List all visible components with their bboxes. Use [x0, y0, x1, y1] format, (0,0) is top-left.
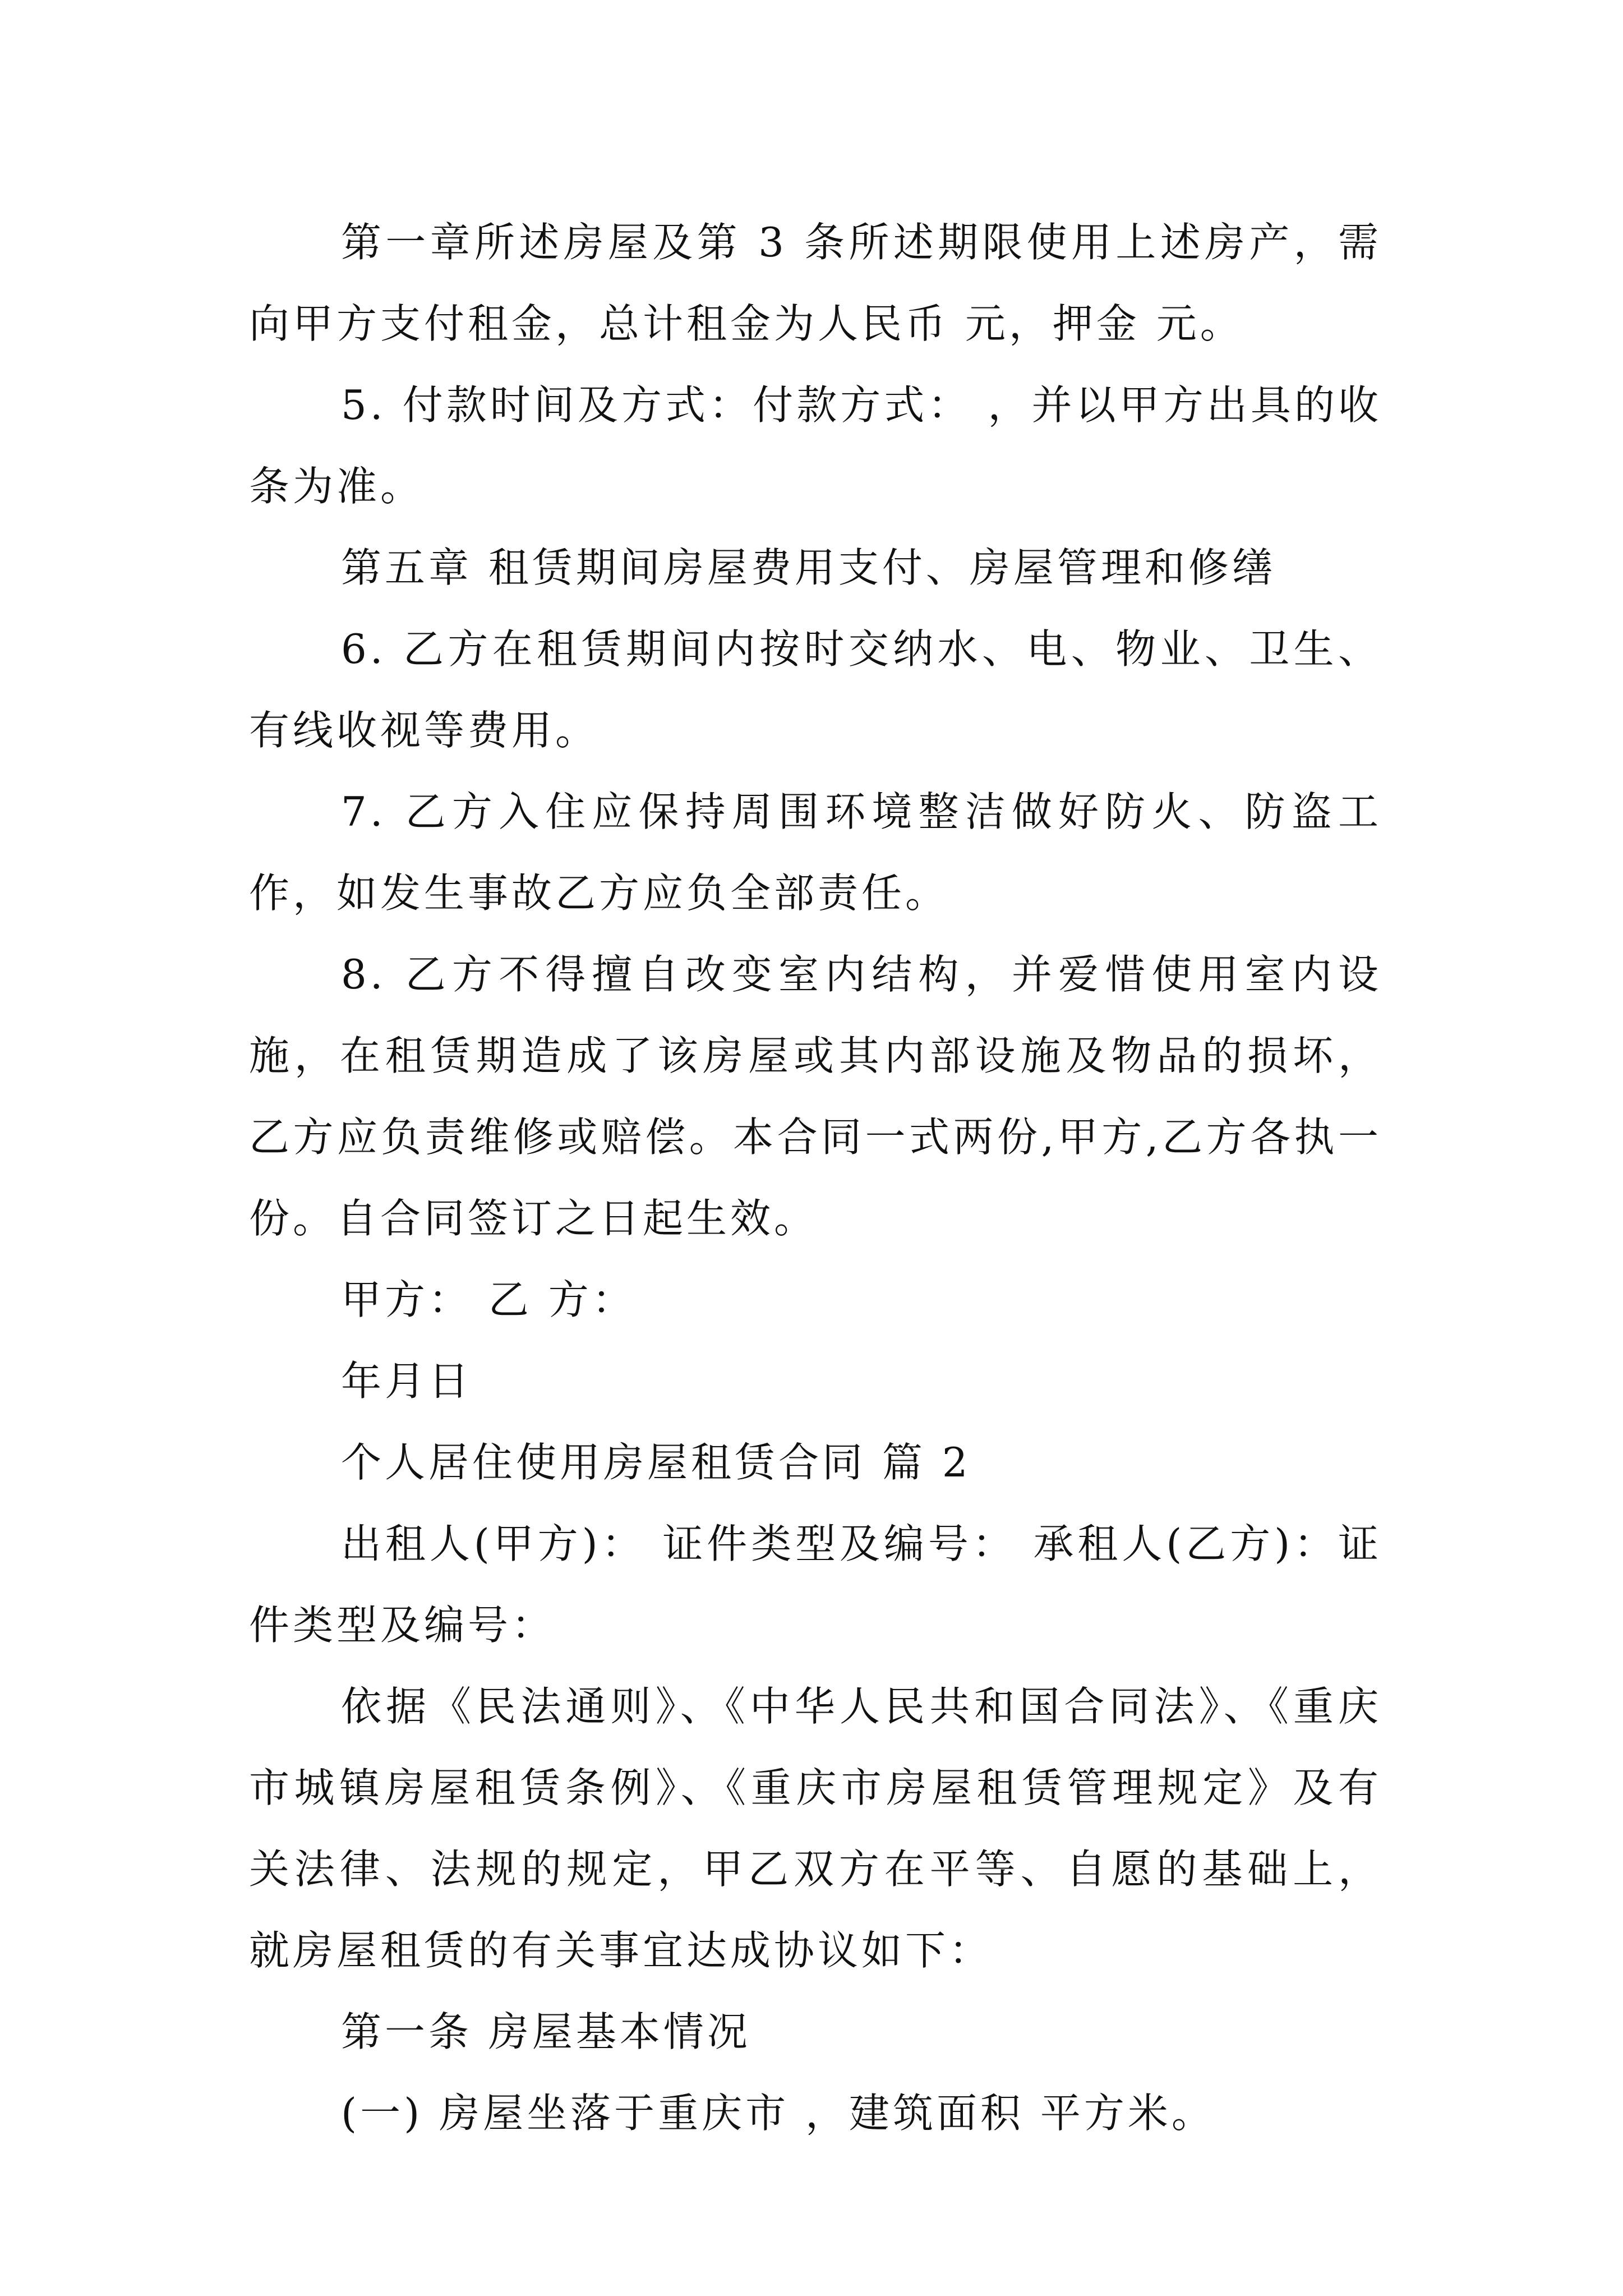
- paragraph-parties: 出租人(甲方)： 证件类型及编号： 承租人(乙方)：证件类型及编号：: [249, 1520, 1382, 1649]
- article-heading-one: 第一条 房屋基本情况: [341, 2008, 751, 2055]
- paragraph-utilities: 6. 乙方在租赁期间内按时交纳水、电、物业、卫生、有线收视等费用。: [249, 625, 1382, 754]
- document-body: [249, 202, 1382, 2154]
- paragraph-payment-method: 5. 付款时间及方式：付款方式： ，并以甲方出具的收条为准。: [249, 381, 1382, 510]
- signature-line: 甲方： 乙 方：: [341, 1276, 636, 1323]
- paragraph-house-location: (一) 房屋坐落于重庆市 ，建筑面积 平方米。: [341, 2090, 1215, 2137]
- section-title-contract-2: 个人居住使用房屋租赁合同 篇 2: [341, 1439, 971, 1486]
- paragraph-structure-repair: 8. 乙方不得擅自改变室内结构，并爱惜使用室内设施，在租赁期造成了该房屋或其内部设施及物品的损坏，乙方应负责维修或赔偿。本合同一式两份,甲方,乙方各执一份。自合同签订之日起生效。: [249, 951, 1382, 1242]
- paragraph-safety: 7. 乙方入住应保持周围环境整洁做好防火、防盗工作，如发生事故乙方应负全部责任。: [249, 788, 1382, 917]
- chapter-heading-five: 第五章 租赁期间房屋费用支付、房屋管理和修缮: [341, 544, 1276, 591]
- date-line: 年月日: [341, 1358, 473, 1405]
- paragraph-legal-basis: 依据《民法通则》、《中华人民共和国合同法》、《重庆市城镇房屋租赁条例》、《重庆市房屋租赁管理规定》及有关法律、法规的规定，甲乙双方在平等、自愿的基础上，就房屋租赁的有关事宜达成协议如下：: [249, 1683, 1382, 1974]
- paragraph-rent-total: 第一章所述房屋及第 3 条所述期限使用上述房产，需向甲方支付租金，总计租金为人民币 元，押金 元。: [249, 219, 1382, 347]
